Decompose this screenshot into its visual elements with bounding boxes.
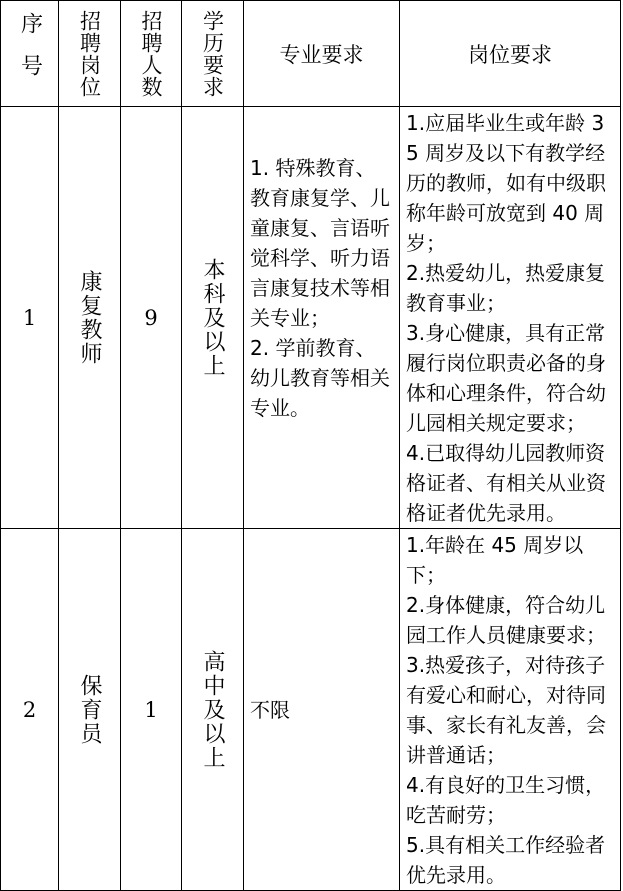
header-major: 专业要求 [244,1,400,107]
header-education [182,1,244,107]
post-item: 1.应届毕业生或年龄 35 周岁及以下有教学经历的教师，如有中级职称年龄可放宽到 40 周岁； [406,111,606,255]
table-row [1,107,621,529]
row-major [244,107,400,529]
row-education-label: 本科及以上 [200,257,225,378]
row-count: 9 [121,107,182,529]
row-education [182,529,244,891]
post-item: 3.热爱孩子，对待孩子有爱心和耐心，对待同事、家长有礼友善，会讲普通话； [406,653,606,767]
post-item: 3.身心健康，具有正常履行岗位职责必备的身体和心理条件，符合幼儿园相关规定要求； [406,321,606,435]
post-item: 4.已取得幼儿园教师资格证者、有相关从业资格证者优先录用。 [406,441,606,525]
row-seq: 1 [1,107,59,529]
row-position [59,107,121,529]
row-count: 1 [121,529,182,891]
header-count [121,1,182,107]
post-item: 5.具有相关工作经验者优先录用。 [406,833,606,887]
header-row [1,1,621,107]
major-item: 1. 特殊教育、教育康复学、儿童康复、言语听觉科学、听力语言康复技术等相关专业； [250,155,390,330]
header-count-label: 招聘人数 [139,9,163,98]
row-position-label: 康复教师 [77,269,102,366]
row-education [182,107,244,529]
header-seq-label: 序号 [17,11,43,96]
row-position [59,529,121,891]
header-education-label: 学历要求 [200,9,225,98]
header-post: 岗位要求 [400,1,621,107]
table-row [1,529,621,891]
header-position [59,1,121,107]
major-item: 不限 [250,697,290,722]
row-position-label: 保育员 [77,673,102,746]
post-item: 2.身体健康，符合幼儿园工作人员健康要求； [406,593,606,647]
post-item: 2.热爱幼儿，热爱康复教育事业； [406,261,606,315]
post-item: 1.年龄在 45 周岁以下； [406,533,584,587]
header-position-label: 招聘岗位 [77,9,102,98]
row-post [400,529,621,891]
post-item: 4.有良好的卫生习惯，吃苦耐劳； [406,773,606,827]
row-education-label: 高中及以上 [200,649,225,770]
row-major [244,529,400,891]
row-post [400,107,621,529]
header-seq [1,1,59,107]
row-seq: 2 [1,529,59,891]
major-item: 2. 学前教育、幼儿教育等相关专业。 [250,335,390,420]
